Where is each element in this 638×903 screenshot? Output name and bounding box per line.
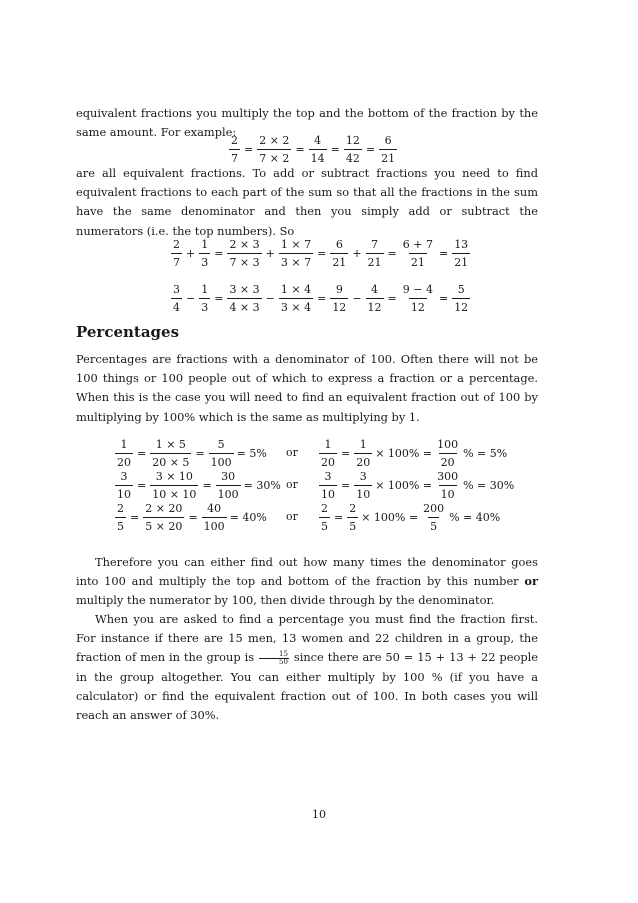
denominator: 5 xyxy=(347,517,358,533)
fraction xyxy=(257,134,291,165)
numerator: 2 xyxy=(349,502,357,515)
fraction xyxy=(354,470,372,501)
percent-result: = 40% xyxy=(229,511,267,524)
denominator: 21 xyxy=(330,253,348,269)
equation-addition: $\frac{2}{7}$ + $\frac{1}{3}$ = $\frac{2 \times 3}{7 \times 3}$ + $\frac{1 \times 7}{3 \times 7}$ = $\frac{6}{21}$ + $\frac{7}{21}$ = $\frac{6 + 7}{21}$ = $\frac{13}{21}$ xyxy=(173,238,469,269)
fraction xyxy=(354,438,372,469)
numerator: 3 xyxy=(120,470,128,483)
or-label xyxy=(286,478,298,491)
percent-result: % = 5% xyxy=(463,447,508,460)
denominator: 12 xyxy=(409,298,427,314)
page-number: 10 xyxy=(312,808,326,821)
denominator: 10 xyxy=(115,485,133,501)
denominator: 21 xyxy=(379,149,397,165)
fraction xyxy=(199,283,210,314)
fraction xyxy=(279,238,313,269)
fraction xyxy=(279,283,313,314)
fraction xyxy=(401,238,435,269)
fraction xyxy=(229,134,240,165)
pct-row-left: $\frac{2}{5}$ = $\frac{2 \times 20}{5 \times 20}$ = $\frac{40}{100}$ = 40% xyxy=(117,502,267,533)
percent-result: = 30% xyxy=(243,479,281,492)
denominator: 5 × 20 xyxy=(143,517,184,533)
bold-or: or xyxy=(524,574,538,589)
denominator: 20 xyxy=(115,453,133,469)
fraction xyxy=(319,438,337,469)
numerator: 3 xyxy=(324,470,332,483)
numerator: 3 × 10 xyxy=(155,470,193,483)
numerator: 15 xyxy=(279,649,288,658)
denominator: 3 xyxy=(199,298,210,314)
fraction xyxy=(330,283,348,314)
fraction xyxy=(171,283,182,314)
numerator: 1 xyxy=(201,238,209,251)
fraction xyxy=(379,134,397,165)
numerator: 1 xyxy=(324,438,332,451)
fraction xyxy=(227,283,261,314)
times-100-percent: × 100% = xyxy=(375,479,433,492)
denominator: 7 × 3 xyxy=(227,253,261,269)
fraction xyxy=(115,438,133,469)
percent-result: % = 40% xyxy=(449,511,501,524)
numerator: 1 xyxy=(120,438,128,451)
numerator: 3 × 3 xyxy=(229,283,260,296)
fraction xyxy=(150,470,198,501)
denominator: 7 × 2 xyxy=(257,149,291,165)
numerator: 40 xyxy=(207,502,222,515)
fraction xyxy=(143,502,184,533)
fraction xyxy=(347,502,358,533)
percent-result: = 5% xyxy=(236,447,267,460)
fraction xyxy=(401,283,435,314)
or-label xyxy=(286,446,298,459)
denominator: 3 × 7 xyxy=(279,253,313,269)
times-100-percent: × 100% = xyxy=(361,511,419,524)
denominator: 4 × 3 xyxy=(227,298,261,314)
times-100-percent: × 100% = xyxy=(375,447,433,460)
section-heading-percentages: Percentages xyxy=(76,323,180,341)
numerator: 4 xyxy=(371,283,379,296)
numerator: 4 xyxy=(314,134,322,147)
inline-fraction xyxy=(259,651,289,666)
paragraph-two-methods xyxy=(76,553,538,611)
numerator: 2 xyxy=(173,238,180,251)
denominator: 3 xyxy=(199,253,210,269)
pct-row-left: $\frac{1}{20}$ = $\frac{1 \times 5}{20 \times 5}$ = $\frac{5}{100}$ = 5% xyxy=(117,438,267,469)
fraction xyxy=(319,502,330,533)
paragraph-adding-fractions: are all equivalent fractions. To add or subtract fractions you need to find equivalent fractions to each part of the sum so that all the fractions in the sum have the same denominator and then you simply add or subtract the numerators (i.e. the top numbers). So xyxy=(76,166,538,238)
numerator: 6 xyxy=(335,238,343,251)
or-text: or xyxy=(286,510,298,523)
text-run: When you are asked to find a percentage you must find the fraction first. For instance if there are 15 men, 13 women and 22 children in a group, the fraction of men in the group is xyxy=(76,612,538,665)
numerator: 1 × 5 xyxy=(155,438,186,451)
numerator: 1 × 4 xyxy=(280,283,312,296)
fraction xyxy=(199,238,210,269)
denominator: 21 xyxy=(409,253,427,269)
numerator: 2 xyxy=(321,502,328,515)
numerator: 2 × 2 xyxy=(259,134,290,147)
paragraph-intro: equivalent fractions you multiply the top and the bottom of the fraction by the same amount. For example: xyxy=(76,106,538,140)
denominator: 50 xyxy=(259,658,289,666)
numerator: 100 xyxy=(437,438,459,451)
denominator: 20 xyxy=(354,453,372,469)
denominator: 10 xyxy=(354,485,372,501)
denominator: 100 xyxy=(202,517,227,533)
or-label xyxy=(286,510,298,523)
fraction xyxy=(171,238,182,269)
denominator: 21 xyxy=(452,253,470,269)
or-text: or xyxy=(286,478,298,491)
equation-subtraction: $\frac{3}{4}$ − $\frac{1}{3}$ = $\frac{3 \times 3}{4 \times 3}$ − $\frac{1 \times 4}{3 \times 4}$ = $\frac{9}{12}$ − $\frac{4}{12}$ = $\frac{9 - 4}{12}$ = $\frac{5}{12}$ xyxy=(173,283,469,314)
fraction xyxy=(330,238,348,269)
denominator: 20 xyxy=(319,453,337,469)
numerator: 3 xyxy=(359,470,367,483)
denominator: 7 xyxy=(229,149,240,165)
numerator: 5 xyxy=(217,438,225,451)
numerator: 7 xyxy=(371,238,379,251)
denominator: 20 xyxy=(439,453,457,469)
denominator: 5 xyxy=(428,517,439,533)
fraction xyxy=(452,283,470,314)
denominator: 10 xyxy=(439,485,457,501)
denominator: 100 xyxy=(216,485,241,501)
fraction xyxy=(209,438,234,469)
denominator: 100 xyxy=(209,453,234,469)
text-run: since there are 50 = 15 + 13 + 22 people in the group altogether. You can either multiply by 100 % (if you have a calculator) or find the equivalent fraction out of 100. In both cases you will reach an answer of 30%. xyxy=(76,650,539,723)
denominator: 42 xyxy=(344,149,362,165)
numerator: 1 xyxy=(201,283,209,296)
denominator: 10 × 10 xyxy=(150,485,198,501)
numerator: 13 xyxy=(454,238,469,251)
numerator: 6 xyxy=(384,134,392,147)
pct-row-right: $\frac{1}{20}$ = $\frac{1}{20}$ × 100% = $\frac{100}{20}$ % = 5% xyxy=(321,438,508,469)
fraction xyxy=(435,438,460,469)
fraction xyxy=(202,502,227,533)
pct-row-right: $\frac{2}{5}$ = $\frac{2}{5}$ × 100% = $\frac{200}{5}$ % = 40% xyxy=(321,502,501,533)
fraction xyxy=(435,470,460,501)
fraction xyxy=(150,438,191,469)
pct-row-left: $\frac{3}{10}$ = $\frac{3 \times 10}{10 \times 10}$ = $\frac{30}{100}$ = 30% xyxy=(117,470,281,501)
or-text: or xyxy=(286,446,298,459)
numerator: 9 xyxy=(335,283,343,296)
numerator: 2 × 20 xyxy=(145,502,183,515)
denominator: 12 xyxy=(330,298,348,314)
fraction xyxy=(309,134,327,165)
numerator: 12 xyxy=(345,134,360,147)
fraction xyxy=(344,134,362,165)
paragraph-example xyxy=(76,610,538,725)
denominator: 4 xyxy=(171,298,182,314)
numerator: 200 xyxy=(423,502,445,515)
denominator: 10 xyxy=(319,485,337,501)
denominator: 12 xyxy=(452,298,470,314)
numerator: 5 xyxy=(457,283,465,296)
text-run: Therefore you can either find out how many times the denominator goes into 100 and multiply the top and bottom of the fraction by this number xyxy=(76,555,538,589)
numerator: 1 × 7 xyxy=(280,238,312,251)
text-run: multiply the numerator by 100, then divide through by the denominator. xyxy=(76,593,495,608)
numerator: 1 xyxy=(359,438,367,451)
denominator: 20 × 5 xyxy=(150,453,191,469)
denominator: 3 × 4 xyxy=(279,298,313,314)
numerator: 2 xyxy=(117,502,124,515)
fraction xyxy=(421,502,446,533)
numerator: 2 xyxy=(231,134,238,147)
numerator: 3 xyxy=(173,283,180,296)
fraction xyxy=(319,470,337,501)
numerator: 2 × 3 xyxy=(229,238,260,251)
pct-row-right: $\frac{3}{10}$ = $\frac{3}{10}$ × 100% = $\frac{300}{10}$ % = 30% xyxy=(321,470,515,501)
denominator: 7 xyxy=(171,253,182,269)
paragraph-percentages-intro: Percentages are fractions with a denominator of 100. Often there will not be 100 things or 100 people out of which to express a fraction or a percentage. When this is the case you will need to find an equivalent fraction out of 100 by multiplying by 100% which is the same as multiplying by 1. xyxy=(76,352,538,424)
fraction xyxy=(115,470,133,501)
equation-equivalent-fractions: $\frac{2}{7}$ = $\frac{2 \times 2}{7 \times 2}$ = $\frac{4}{14}$ = $\frac{12}{42}$ = $\frac{6}{21}$ xyxy=(231,134,396,165)
fraction xyxy=(227,238,261,269)
fraction xyxy=(452,238,470,269)
denominator: 21 xyxy=(366,253,384,269)
denominator: 14 xyxy=(309,149,327,165)
numerator: 9 − 4 xyxy=(402,283,433,296)
numerator: 6 + 7 xyxy=(402,238,433,251)
fraction xyxy=(115,502,126,533)
denominator: 5 xyxy=(319,517,330,533)
numerator: 300 xyxy=(437,470,459,483)
fraction xyxy=(216,470,241,501)
denominator: 12 xyxy=(366,298,384,314)
denominator: 5 xyxy=(115,517,126,533)
fraction xyxy=(366,283,384,314)
percent-result: % = 30% xyxy=(463,479,515,492)
numerator: 30 xyxy=(221,470,236,483)
fraction xyxy=(366,238,384,269)
